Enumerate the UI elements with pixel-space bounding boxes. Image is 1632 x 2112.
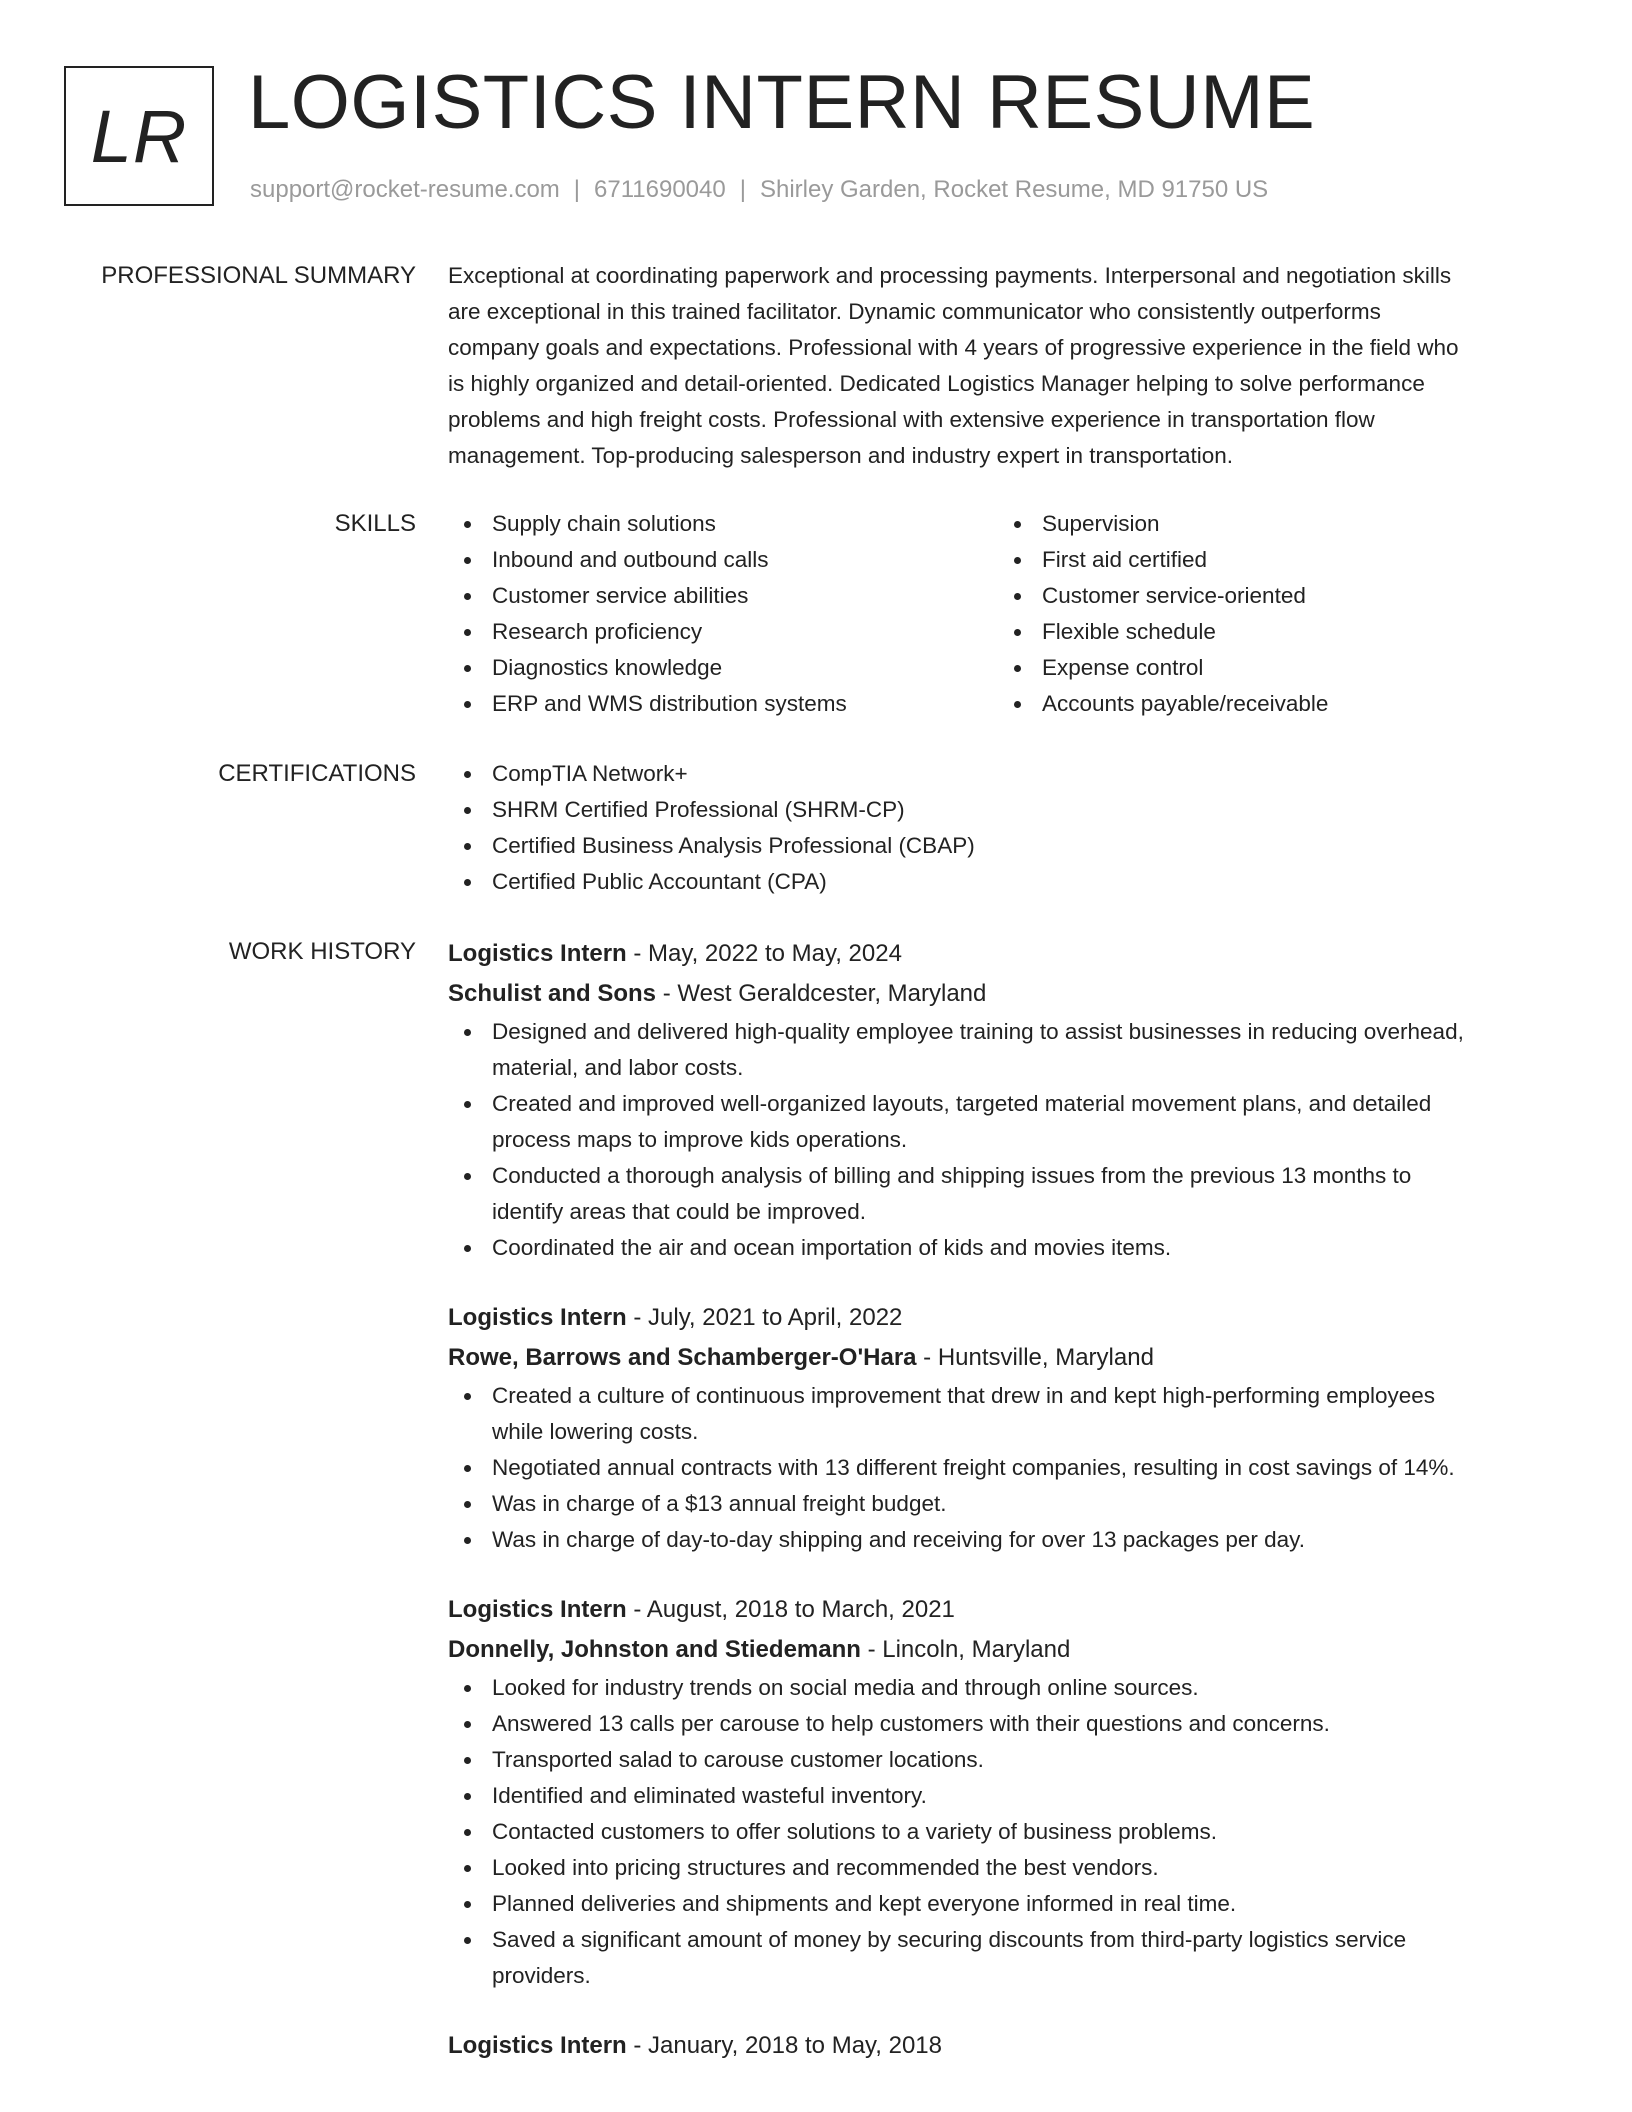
- skill-item: First aid certified: [998, 542, 1548, 578]
- summary-line: company goals and expectations. Professional with 4 years of progressive experience in the field who: [448, 335, 1459, 360]
- job-title-line: [448, 2026, 1572, 2066]
- summary-line: management. Top-producing salesperson and industry expert in transportation.: [448, 443, 1234, 468]
- skills-column-left: [448, 506, 998, 722]
- skill-item: Diagnostics knowledge: [448, 650, 998, 686]
- job-company: Donnelly, Johnston and Stiedemann: [448, 1636, 861, 1663]
- job-entry: [448, 1590, 1572, 1994]
- job-company: Rowe, Barrows and Schamberger-O'Hara: [448, 1344, 917, 1371]
- skill-item: Customer service abilities: [448, 578, 998, 614]
- job-entry: [448, 934, 1572, 1266]
- job-dates: - January, 2018 to May, 2018: [626, 2032, 942, 2059]
- job-bullet: Answered 13 calls per carouse to help customers with their questions and concerns.: [448, 1706, 1572, 1742]
- job-company-line: [448, 1338, 1572, 1378]
- summary-line: is highly organized and detail-oriented. Dedicated Logistics Manager helping to solve performance: [448, 371, 1425, 396]
- skill-item: Expense control: [998, 650, 1548, 686]
- job-title-line: [448, 1298, 1572, 1338]
- job-bullet: Created and improved well-organized layouts, targeted material movement plans, and detailed process maps to improve kids operations.: [448, 1086, 1572, 1158]
- skill-item: Flexible schedule: [998, 614, 1548, 650]
- job-location: - West Geraldcester, Maryland: [656, 980, 987, 1007]
- job-bullet: Conducted a thorough analysis of billing and shipping issues from the previous 13 months to identify areas that could be improved.: [448, 1158, 1572, 1230]
- certification-item: CompTIA Network+: [448, 756, 1572, 792]
- job-bullet: Designed and delivered high-quality employee training to assist businesses in reducing overhead, material, and labor costs.: [448, 1014, 1572, 1086]
- job-bullet: Transported salad to carouse customer locations.: [448, 1742, 1572, 1778]
- skill-item: Accounts payable/receivable: [998, 686, 1548, 722]
- job-title: Logistics Intern: [448, 1596, 627, 1623]
- job-bullet: Looked for industry trends on social media and through online sources.: [448, 1670, 1572, 1706]
- summary-line: Exceptional at coordinating paperwork and processing payments. Interpersonal and negotiation skills: [448, 263, 1452, 288]
- job-bullet: Saved a significant amount of money by securing discounts from third-party logistics service providers.: [448, 1922, 1572, 1994]
- skill-item: Research proficiency: [448, 614, 998, 650]
- job-location: - Lincoln, Maryland: [860, 1636, 1071, 1663]
- job-dates: - July, 2021 to April, 2022: [626, 1304, 903, 1331]
- job-company-line: [448, 974, 1572, 1014]
- skill-item: Supervision: [998, 506, 1548, 542]
- job-title-line: [448, 934, 1572, 974]
- certification-item: Certified Business Analysis Professional (CBAP): [448, 828, 1572, 864]
- summary-line: problems and high freight costs. Professional with extensive experience in transportation flow: [448, 407, 1375, 432]
- section-label-summary: PROFESSIONAL SUMMARY: [101, 262, 416, 289]
- job-company-line: [448, 1630, 1572, 1670]
- contact-line: [250, 174, 1268, 206]
- section-label-certifications: CERTIFICATIONS: [218, 760, 416, 787]
- job-bullet: Coordinated the air and ocean importation of kids and movies items.: [448, 1230, 1572, 1266]
- job-bullet: Created a culture of continuous improvement that drew in and kept high-performing employees while lowering costs.: [448, 1378, 1572, 1450]
- contact-phone: 6711690040: [594, 176, 726, 203]
- job-title: Logistics Intern: [448, 940, 627, 967]
- job-bullet: Looked into pricing structures and recommended the best vendors.: [448, 1850, 1572, 1886]
- contact-address: Shirley Garden, Rocket Resume, MD 91750 US: [759, 176, 1269, 203]
- job-title-line: [448, 1590, 1572, 1630]
- contact-email: support@rocket-resume.com: [250, 176, 560, 203]
- skill-item: Inbound and outbound calls: [448, 542, 998, 578]
- work-history-body: [448, 934, 1572, 2066]
- summary-body: [448, 258, 1572, 474]
- certifications-body: [448, 756, 1572, 900]
- job-entry: [448, 2026, 1572, 2066]
- skill-item: Supply chain solutions: [448, 506, 998, 542]
- certification-item: Certified Public Accountant (CPA): [448, 864, 1572, 900]
- job-location: - Huntsville, Maryland: [916, 1344, 1154, 1371]
- job-company: Schulist and Sons: [448, 980, 657, 1007]
- summary-line: are exceptional in this trained facilitator. Dynamic communicator who consistently outperforms: [448, 299, 1381, 324]
- monogram-logo: LR: [64, 66, 214, 206]
- resume-title: LOGISTICS INTERN RESUME: [248, 60, 1316, 145]
- job-title: Logistics Intern: [448, 1304, 627, 1331]
- skills-body: [448, 506, 1572, 722]
- job-title: Logistics Intern: [448, 2032, 627, 2059]
- job-bullet: Was in charge of day-to-day shipping and receiving for over 13 packages per day.: [448, 1522, 1572, 1558]
- section-label-skills: SKILLS: [334, 510, 416, 537]
- job-bullet: Negotiated annual contracts with 13 different freight companies, resulting in cost savings of 14%.: [448, 1450, 1572, 1486]
- job-bullet: Contacted customers to offer solutions to a variety of business problems.: [448, 1814, 1572, 1850]
- job-bullet: Planned deliveries and shipments and kept everyone informed in real time.: [448, 1886, 1572, 1922]
- job-dates: - August, 2018 to March, 2021: [626, 1596, 955, 1623]
- contact-separator: |: [573, 176, 581, 203]
- skills-column-right: [998, 506, 1548, 722]
- certification-item: SHRM Certified Professional (SHRM-CP): [448, 792, 1572, 828]
- contact-separator: |: [739, 176, 746, 203]
- job-entry: [448, 1298, 1572, 1558]
- job-bullet: Identified and eliminated wasteful inventory.: [448, 1778, 1572, 1814]
- section-label-work-history: WORK HISTORY: [228, 938, 416, 965]
- job-dates: - May, 2022 to May, 2024: [626, 940, 902, 967]
- job-bullet: Was in charge of a $13 annual freight budget.: [448, 1486, 1572, 1522]
- skill-item: ERP and WMS distribution systems: [448, 686, 998, 722]
- skill-item: Customer service-oriented: [998, 578, 1548, 614]
